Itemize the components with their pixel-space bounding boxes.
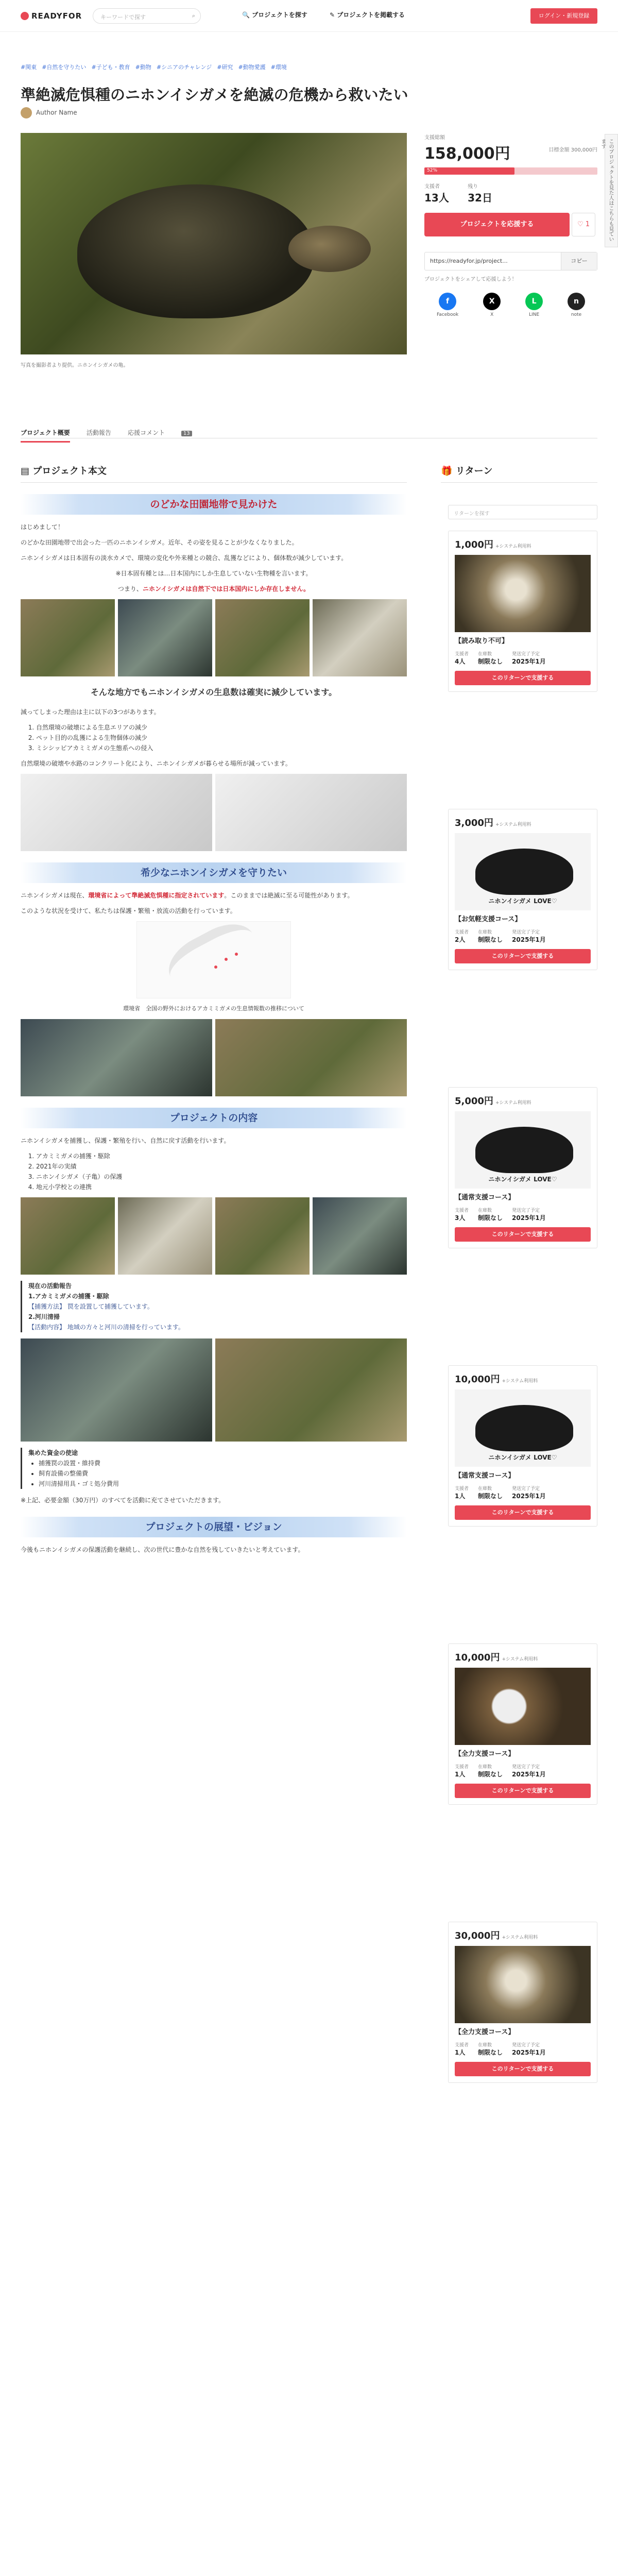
tag-link[interactable]: #自然を守りたい xyxy=(42,64,87,71)
reward-image-text: ニホンイシガメ LOVE♡ xyxy=(488,1176,557,1183)
comments-count-badge: 13 xyxy=(181,431,192,436)
create-project-label: プロジェクトを掲載する xyxy=(337,11,405,19)
meta-label: 支援者 xyxy=(455,930,469,935)
meta-value: 制限なし xyxy=(478,1214,503,1222)
photo xyxy=(313,1197,407,1275)
image-row xyxy=(21,1019,407,1096)
paragraph xyxy=(21,584,407,594)
list-item: • 河川清掃用具・ゴミ処分費用 xyxy=(39,1479,407,1489)
note-icon: n xyxy=(568,293,585,310)
turtle-silhouette xyxy=(475,1127,573,1173)
report-detail: 【捕獲方法】 罠を設置して捕獲しています。 xyxy=(28,1303,153,1310)
reward-card[interactable] xyxy=(448,1365,597,1527)
reward-meta xyxy=(455,928,591,944)
meta-label: 在庫数 xyxy=(478,2043,492,2048)
photo xyxy=(215,1338,407,1442)
support-total-label: 支援総額 xyxy=(424,135,445,141)
list-item: 1. 自然環境の破壊による生息エリアの減少 xyxy=(36,722,407,733)
photo xyxy=(118,1197,212,1275)
support-amount: 158,000円 xyxy=(424,145,510,163)
meta-value: 2025年1月 xyxy=(512,658,546,665)
photo xyxy=(21,1338,212,1442)
section-banner: プロジェクトの展望・ビジョン xyxy=(21,1517,407,1537)
x-icon: X xyxy=(483,293,501,310)
meta-label: 在庫数 xyxy=(478,930,492,935)
meta-value: 2025年1月 xyxy=(512,1771,546,1778)
paragraph: ※日本固有種とは…日本国内にしか生息していない生物種を言います。 xyxy=(115,570,312,577)
paragraph: このような状況を受けて、私たちは保護・繁殖・放流の活動を行っています。 xyxy=(21,907,236,914)
distribution-map xyxy=(136,921,291,998)
activity-report xyxy=(21,1281,407,1332)
meta-label: 在庫数 xyxy=(478,1765,492,1770)
photo xyxy=(313,599,407,676)
site-logo[interactable] xyxy=(21,11,82,21)
share-x-button[interactable] xyxy=(483,293,501,317)
meta-value: 2人 xyxy=(455,936,466,943)
photo xyxy=(21,1197,115,1275)
meta-label: 在庫数 xyxy=(478,1486,492,1492)
map-dot xyxy=(235,953,238,956)
tag-list xyxy=(21,63,292,71)
turtle-silhouette xyxy=(475,849,573,895)
meta-value: 3人 xyxy=(455,1214,466,1222)
reward-title: 【通常支援コース】 xyxy=(455,1472,515,1480)
meta-value: 4人 xyxy=(455,658,466,665)
meta-value: 制限なし xyxy=(478,1493,503,1500)
meta-label: 支援者 xyxy=(455,1486,469,1492)
tab-comments[interactable] xyxy=(128,420,207,445)
meta-value: 1人 xyxy=(455,1493,466,1500)
list-item: 2. 2021年の実績 xyxy=(36,1161,407,1172)
reward-title: 【お気軽支援コース】 xyxy=(455,916,522,923)
reward-card[interactable] xyxy=(448,531,597,692)
share-buttons xyxy=(424,293,597,317)
copy-url-button[interactable]: コピー xyxy=(561,252,597,270)
hero-caption: 写真を撮影者より提供。ニホンイシガメの亀。 xyxy=(21,363,129,368)
author-name: Author Name xyxy=(36,109,77,116)
rewards-heading-text: リターン xyxy=(455,466,493,477)
support-project-button[interactable]: プロジェクトを応援する xyxy=(424,213,570,236)
search-placeholder: キーワードで探す xyxy=(100,14,146,21)
meta-value: 制限なし xyxy=(478,1771,503,1778)
meta-value: 2025年1月 xyxy=(512,1214,546,1222)
tag-link[interactable]: #環境 xyxy=(270,64,287,71)
reward-card[interactable] xyxy=(448,1643,597,1805)
reward-tax-note: +システム利用料 xyxy=(495,544,531,549)
sub-heading: そんな地方でもニホンイシガメの生息数は確実に減少しています。 xyxy=(91,687,337,697)
share-label: X xyxy=(490,312,494,317)
rewards-heading: 🎁 リターン xyxy=(441,464,597,483)
reward-search-input[interactable]: リターンを探す xyxy=(448,505,597,519)
paragraph: はじめまして！ xyxy=(21,523,64,531)
fund-usage-list xyxy=(39,1458,407,1489)
meta-value: 1人 xyxy=(455,2049,466,2056)
reward-support-button[interactable]: このリターンで支援する xyxy=(455,1505,591,1520)
meta-label: 発送完了予定 xyxy=(512,930,540,935)
meta-value: 2025年1月 xyxy=(512,936,546,943)
reward-meta xyxy=(455,1207,591,1222)
meta-label: 発送完了予定 xyxy=(512,2043,540,2048)
find-projects-label: プロジェクトを探す xyxy=(252,11,307,19)
share-line-button[interactable] xyxy=(525,293,543,317)
reward-support-button[interactable]: このリターンで支援する xyxy=(455,1227,591,1242)
reward-image xyxy=(455,555,591,632)
reward-support-button[interactable]: このリターンで支援する xyxy=(455,671,591,685)
reward-meta xyxy=(455,1763,591,1778)
body-heading: ▤ プロジェクト本文 xyxy=(21,464,407,483)
share-url-text: https://readyfor.jp/project... xyxy=(430,258,508,264)
list-item: 4. 地元小学校との連携 xyxy=(36,1182,407,1192)
meta-value: 1人 xyxy=(455,1771,466,1778)
share-facebook-button[interactable] xyxy=(437,293,458,317)
image-row xyxy=(21,774,407,851)
photo xyxy=(21,1019,212,1096)
tag-link[interactable]: #関東 xyxy=(21,64,37,71)
reward-image-text: ニホンイシガメ LOVE♡ xyxy=(488,1454,557,1461)
remaining-label: 残り xyxy=(468,184,478,190)
reward-price: 30,000円 xyxy=(455,1930,500,1941)
meta-value: 2025年1月 xyxy=(512,2049,546,2056)
create-project-button[interactable]: ✎ プロジェクトを掲載する xyxy=(330,11,405,19)
logo-text: READYFOR xyxy=(31,11,82,21)
reward-meta xyxy=(455,650,591,666)
section-banner: プロジェクトの内容 xyxy=(21,1108,407,1128)
text: つまり、 xyxy=(117,585,143,592)
meta-label: 発送完了予定 xyxy=(512,1208,540,1213)
reward-price: 10,000円 xyxy=(455,1374,500,1385)
avatar xyxy=(21,107,32,118)
meta-label: 発送完了予定 xyxy=(512,652,540,657)
meta-value: 2025年1月 xyxy=(512,1493,546,1500)
reward-title: 【全力支援コース】 xyxy=(455,2028,515,2036)
image-row xyxy=(21,1197,407,1275)
photo xyxy=(215,599,310,676)
plan-list xyxy=(36,1151,407,1192)
photo xyxy=(21,599,115,676)
hero-image xyxy=(21,133,407,354)
find-projects-button[interactable]: 🔍 プロジェクトを探す xyxy=(242,11,307,19)
meta-label: 支援者 xyxy=(455,1765,469,1770)
remaining-days: 32日 xyxy=(468,192,492,204)
meta-label: 支援者 xyxy=(455,1208,469,1213)
highlight-text: ニホンイシガメは自然下では日本国内にしか存在しません。 xyxy=(142,585,310,592)
tab-activity[interactable]: 活動報告 xyxy=(86,429,111,436)
reward-card[interactable] xyxy=(448,1087,597,1248)
reward-meta xyxy=(455,2041,591,2057)
photo xyxy=(215,1197,310,1275)
support-panel xyxy=(424,133,597,317)
image-row xyxy=(21,599,407,676)
body-heading-text: プロジェクト本文 xyxy=(32,466,107,477)
meta-label: 在庫数 xyxy=(478,652,492,657)
share-label: Facebook xyxy=(436,312,459,317)
login-button[interactable]: ログイン・新規登録 xyxy=(530,8,597,24)
list-item: 1. アカミミガメの捕獲・駆除 xyxy=(36,1151,407,1161)
project-body xyxy=(21,464,407,1560)
logo-mark-icon xyxy=(21,12,29,20)
project-tabs xyxy=(21,420,597,438)
tag-link[interactable]: #動物愛護 xyxy=(238,64,266,71)
section-banner: のどかな田園地帯で見かけた xyxy=(21,494,407,515)
reward-support-button[interactable]: このリターンで支援する xyxy=(455,2062,591,2076)
list-item: 3. ミシシッピアカミミガメの生態系への侵入 xyxy=(36,743,407,753)
tag-link[interactable]: #シニアのチャレンジ xyxy=(156,64,212,71)
reward-price: 10,000円 xyxy=(455,1652,500,1663)
related-projects-tab[interactable]: このプロジェクトを見た人はこちらも見ています xyxy=(605,134,618,247)
page-title: 準絶滅危惧種のニホンイシガメを絶滅の危機から救いたい xyxy=(21,86,408,104)
fund-usage xyxy=(21,1448,407,1489)
meta-value: 制限なし xyxy=(478,658,503,665)
reward-tax-note: +システム利用料 xyxy=(502,1935,538,1940)
progress-bar xyxy=(424,167,597,175)
tag-link[interactable]: #動物 xyxy=(135,64,151,71)
map-caption: 環境省 全国の野外におけるアカミミガメの生息情報数の推移について xyxy=(123,1005,304,1012)
meta-value: 制限なし xyxy=(478,936,503,943)
tab-comments-label: 応援コメント xyxy=(128,429,165,436)
turtle-head xyxy=(288,226,371,272)
paragraph xyxy=(21,890,407,901)
image-row xyxy=(21,1338,407,1442)
reward-tax-note: +システム利用料 xyxy=(495,822,531,827)
meta-label: 在庫数 xyxy=(478,1208,492,1213)
paragraph: ニホンイシガメは日本固有の淡水カメで、環境の変化や外来種との競合、乱獲などにより、個体数が減少しています。 xyxy=(21,554,348,562)
photo xyxy=(215,1019,407,1096)
reward-title: 【全力支援コース】 xyxy=(455,1750,515,1758)
paragraph: 自然環境の破壊や水路のコンクリート化により、ニホンイシガメが暮らせる場所が減っています。 xyxy=(21,760,291,767)
list-item: 3. ニホンイシガメ（子亀）の保護 xyxy=(36,1172,407,1182)
reward-price: 1,000円 xyxy=(455,539,493,550)
report-title: 現在の活動報告 xyxy=(28,1282,72,1290)
photo xyxy=(118,599,212,676)
paragraph: 減ってしまった理由は主に以下の3つがあります。 xyxy=(21,708,160,716)
report-item: 1.アカミミガメの捕獲・駆除 xyxy=(28,1293,109,1300)
remaining-stat xyxy=(468,182,509,205)
supporters-stat xyxy=(424,182,466,205)
report-item: 2.河川清掃 xyxy=(28,1313,60,1320)
reward-tax-note: +システム利用料 xyxy=(502,1379,538,1384)
paragraph: ニホンイシガメを捕獲し、保護・繁殖を行い、自然に戻す活動を行います。 xyxy=(21,1137,230,1144)
tag-link[interactable]: #子ども・教育 xyxy=(91,64,130,71)
favorite-button[interactable]: ♡ 1 xyxy=(572,213,595,236)
supporters-label: 支援者 xyxy=(424,184,440,190)
supporters-count: 13人 xyxy=(424,192,449,204)
meta-value: 制限なし xyxy=(478,2049,503,2056)
share-url-field[interactable] xyxy=(424,252,597,270)
turtle-silhouette xyxy=(475,1405,573,1451)
reward-image xyxy=(455,1389,591,1467)
reward-image xyxy=(455,833,591,910)
site-header xyxy=(0,0,618,32)
facebook-icon: f xyxy=(439,293,456,310)
paragraph: ※上記、必要金額（30万円）のすべてを活動に充てさせていただきます。 xyxy=(21,1497,225,1504)
progress-fill xyxy=(424,167,514,175)
line-icon: L xyxy=(525,293,543,310)
reason-list xyxy=(36,722,407,753)
reward-card[interactable] xyxy=(448,1922,597,2083)
paragraph: 今後もニホンイシガメの保護活動を継続し、次の世代に豊かな自然を残していきたいと考えています。 xyxy=(21,1546,304,1553)
reward-image-text: ニホンイシガメ LOVE♡ xyxy=(488,897,557,905)
search-input[interactable] xyxy=(93,8,201,24)
reward-meta xyxy=(455,1485,591,1500)
map-dot xyxy=(225,958,228,961)
report-detail: 【活動内容】 地域の方々と河川の清掃を行っています。 xyxy=(28,1324,184,1331)
goal-amount: 目標金額 300,000円 xyxy=(548,147,597,153)
progress-percent: 52% xyxy=(427,168,438,173)
reward-support-button[interactable]: このリターンで支援する xyxy=(455,949,591,963)
fund-usage-title: 集めた資金の使途 xyxy=(28,1449,78,1456)
paragraph: のどかな田園地帯で出会った一匹のニホンイシガメ。近年、その姿を見ることが少なくなりました。 xyxy=(21,539,298,546)
search-icon: ⌕ xyxy=(192,12,195,19)
share-label: note xyxy=(571,312,582,317)
reward-title: 【通常支援コース】 xyxy=(455,1194,515,1201)
meta-label: 発送完了予定 xyxy=(512,1486,540,1492)
photo xyxy=(21,774,212,851)
reward-title: 【読み取り不可】 xyxy=(455,637,509,645)
text: ニホンイシガメは現在、 xyxy=(21,892,89,899)
meta-label: 支援者 xyxy=(455,652,469,657)
text: 。このままでは絶滅に至る可能性があります。 xyxy=(224,892,354,899)
turtle-shell xyxy=(77,184,314,318)
list-item: • 捕獲罠の設置・維持費 xyxy=(39,1458,407,1468)
reward-card[interactable] xyxy=(448,809,597,970)
list-item: 2. ペット目的の乱獲による生物個体の減少 xyxy=(36,733,407,743)
tab-overview[interactable]: プロジェクト概要 xyxy=(21,424,70,443)
reward-price: 3,000円 xyxy=(455,818,493,828)
list-item: • 飼育設備の整備費 xyxy=(39,1468,407,1479)
meta-label: 発送完了予定 xyxy=(512,1765,540,1770)
section-banner: 希少なニホンイシガメを守りたい xyxy=(21,862,407,883)
reward-tax-note: +システム利用料 xyxy=(502,1657,538,1662)
reward-price: 5,000円 xyxy=(455,1096,493,1107)
share-note-button[interactable] xyxy=(568,293,585,317)
author[interactable] xyxy=(21,107,77,118)
japan-shape xyxy=(160,913,269,1007)
share-note: プロジェクトをシェアして応援しよう！ xyxy=(424,277,517,282)
share-label: LINE xyxy=(529,312,540,317)
map-dot xyxy=(214,965,217,969)
meta-label: 支援者 xyxy=(455,2043,469,2048)
tag-link[interactable]: #研究 xyxy=(217,64,233,71)
reward-support-button[interactable]: このリターンで支援する xyxy=(455,1784,591,1798)
reward-tax-note: +システム利用料 xyxy=(495,1100,531,1106)
photo xyxy=(215,774,407,851)
reward-image xyxy=(455,1946,591,2023)
reward-image xyxy=(455,1111,591,1189)
highlight-text: 環境省によって準絶滅危惧種に指定されています xyxy=(88,892,225,899)
reward-image xyxy=(455,1668,591,1745)
